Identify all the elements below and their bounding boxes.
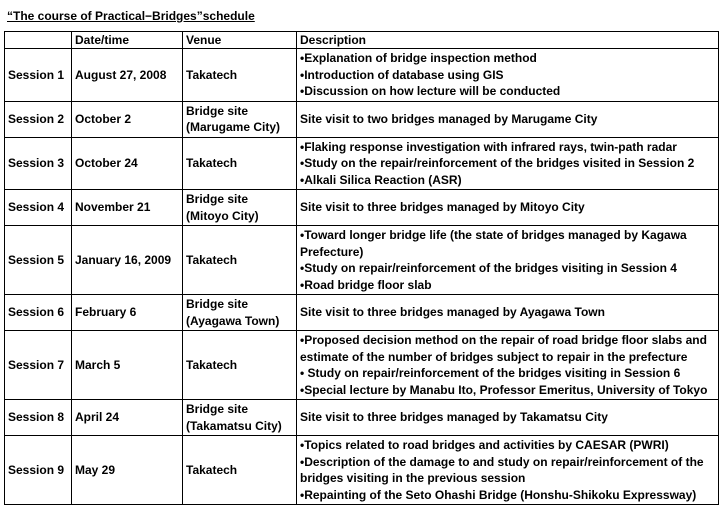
description-item: Site visit to three bridges managed by Ayagawa Town bbox=[300, 305, 605, 320]
schedule-table bbox=[4, 31, 719, 505]
session-cell: Session 6 bbox=[5, 295, 72, 331]
header-description: Description bbox=[297, 32, 719, 49]
description-item: •Alkali Silica Reaction (ASR) bbox=[300, 172, 462, 187]
venue-line: Takatech bbox=[186, 357, 238, 372]
description-item: • Study on repair/reinforcement of the bridges visiting in Session 6 bbox=[300, 366, 681, 380]
description-item: •Introduction of database using GIS bbox=[300, 67, 504, 82]
venue-cell bbox=[183, 436, 297, 505]
description-item: •Repainting of the Seto Ohashi Bridge (Honshu-Shikoku Expressway) bbox=[300, 487, 697, 502]
document-title: “The course of Practical−Bridges”schedule bbox=[7, 9, 255, 23]
venue-line: (Mitoyo City) bbox=[186, 208, 259, 223]
date-cell: August 27, 2008 bbox=[72, 49, 183, 102]
table-row bbox=[5, 137, 719, 190]
description-item: •Study on repair/reinforcement of the bridges visiting in Session 4 bbox=[300, 261, 677, 275]
description-cell bbox=[297, 226, 719, 295]
venue-line: Takatech bbox=[186, 67, 238, 82]
venue-line: Bridge site bbox=[186, 192, 249, 206]
header-row bbox=[5, 32, 719, 49]
header-session bbox=[5, 32, 72, 49]
description-item: •Special lecture by Manabu Ito, Professor Emeritus, University of Tokyo bbox=[300, 382, 708, 397]
description-item: Site visit to three bridges managed by Mitoyo City bbox=[300, 200, 585, 215]
session-cell: Session 8 bbox=[5, 400, 72, 436]
date-cell: January 16, 2009 bbox=[72, 226, 183, 295]
table-row bbox=[5, 49, 719, 102]
table-row bbox=[5, 295, 719, 331]
venue-line: Takatech bbox=[186, 156, 238, 170]
description-item: Site visit to two bridges managed by Marugame City bbox=[300, 111, 598, 126]
date-cell: April 24 bbox=[72, 400, 183, 436]
venue-cell bbox=[183, 137, 297, 190]
description-cell bbox=[297, 436, 719, 505]
header-venue: Venue bbox=[183, 32, 297, 49]
table-row bbox=[5, 101, 719, 137]
description-cell bbox=[297, 190, 719, 226]
venue-cell bbox=[183, 295, 297, 331]
description-item: Site visit to three bridges managed by Takamatsu City bbox=[300, 410, 608, 425]
date-cell: November 21 bbox=[72, 190, 183, 226]
description-cell bbox=[297, 331, 719, 400]
description-item: •Proposed decision method on the repair of road bridge floor slabs and estimate of the number of bridges subject to repair in the prefecture bbox=[300, 333, 707, 364]
session-cell: Session 9 bbox=[5, 436, 72, 505]
session-cell: Session 3 bbox=[5, 137, 72, 190]
session-cell: Session 7 bbox=[5, 331, 72, 400]
description-cell bbox=[297, 295, 719, 331]
session-cell: Session 5 bbox=[5, 226, 72, 295]
venue-line: Takatech bbox=[186, 252, 238, 267]
date-cell: February 6 bbox=[72, 295, 183, 331]
description-item: •Topics related to road bridges and activities by CAESAR (PWRI) bbox=[300, 438, 669, 452]
venue-cell bbox=[183, 226, 297, 295]
description-cell bbox=[297, 400, 719, 436]
session-cell: Session 4 bbox=[5, 190, 72, 226]
venue-cell bbox=[183, 49, 297, 102]
venue-line: Takatech bbox=[186, 462, 238, 477]
venue-line: (Marugame City) bbox=[186, 120, 281, 134]
description-item: •Explanation of bridge inspection method bbox=[300, 51, 537, 65]
session-cell: Session 1 bbox=[5, 49, 72, 102]
description-item: •Study on the repair/reinforcement of the bridges visited in Session 2 bbox=[300, 156, 695, 170]
description-item: •Description of the damage to and study on repair/reinforcement of the bridges visiting in the previous session bbox=[300, 454, 704, 485]
description-item: •Discussion on how lecture will be conducted bbox=[300, 84, 561, 98]
table-row bbox=[5, 400, 719, 436]
venue-line: Bridge site bbox=[186, 297, 249, 311]
description-item: •Flaking response investigation with infrared rays, twin-path radar bbox=[300, 139, 677, 154]
date-cell: May 29 bbox=[72, 436, 183, 505]
description-cell bbox=[297, 101, 719, 137]
date-cell: October 24 bbox=[72, 137, 183, 190]
venue-line: Bridge site bbox=[186, 103, 249, 118]
description-item: •Road bridge floor slab bbox=[300, 277, 432, 292]
table-row bbox=[5, 190, 719, 226]
schedule-body bbox=[5, 49, 719, 505]
venue-line: (Takamatsu City) bbox=[186, 418, 282, 433]
table-row bbox=[5, 436, 719, 505]
venue-line: Bridge site bbox=[186, 402, 249, 416]
venue-cell bbox=[183, 400, 297, 436]
date-cell: March 5 bbox=[72, 331, 183, 400]
description-cell bbox=[297, 49, 719, 102]
header-date: Date/time bbox=[72, 32, 183, 49]
table-row bbox=[5, 226, 719, 295]
table-row bbox=[5, 331, 719, 400]
description-cell bbox=[297, 137, 719, 190]
description-item: •Toward longer bridge life (the state of bridges managed by Kagawa Prefecture) bbox=[300, 228, 687, 259]
date-cell: October 2 bbox=[72, 101, 183, 137]
venue-cell bbox=[183, 331, 297, 400]
venue-line: (Ayagawa Town) bbox=[186, 313, 280, 328]
venue-cell bbox=[183, 190, 297, 226]
session-cell: Session 2 bbox=[5, 101, 72, 137]
venue-cell bbox=[183, 101, 297, 137]
